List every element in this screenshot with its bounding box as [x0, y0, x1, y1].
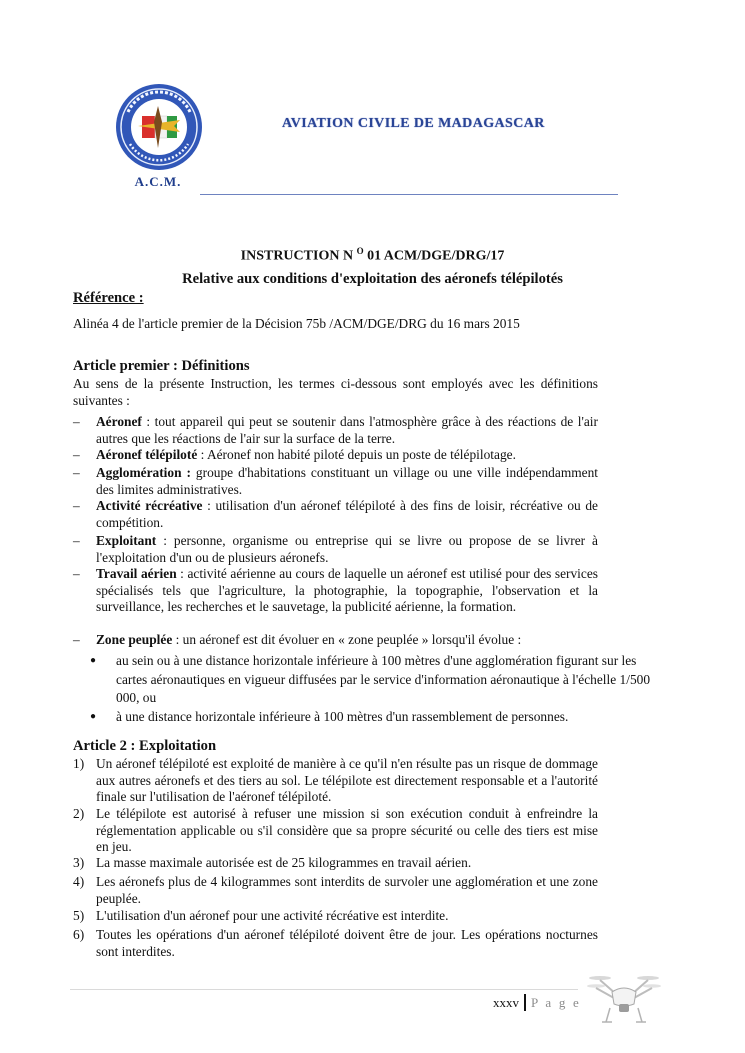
definition-text: : utilisation d'un aéronef télépiloté à des fins de loisir, récréative ou de compétition. — [96, 498, 598, 530]
organization-name: AVIATION CIVILE DE MADAGASCAR — [282, 116, 545, 131]
page-separator — [524, 994, 526, 1011]
instruction-subtitle: Relative aux conditions d'exploitation des aéronefs télépilotés — [182, 271, 563, 287]
bullet-dot-icon: ● — [90, 711, 97, 722]
bullet-dot-icon: ● — [90, 655, 97, 666]
footer-divider — [70, 989, 578, 990]
dash-marker: – — [73, 632, 80, 647]
definition-item — [73, 632, 598, 649]
rule-text: Un aéronef télépiloté est exploité de manière à ce qu'il n'en résulte pas un risque de dommage aux autres aéronefs et des tiers au sol. Le télépilote est directement responsable et a l'autorité finale sur l'utilisation de l'aéronef télépiloté. — [96, 756, 598, 804]
definition-text: : un aéronef est dit évoluer en « zone peuplée » lorsqu'il évolue : — [172, 632, 522, 647]
definition-item — [73, 414, 598, 447]
dash-marker: – — [73, 465, 80, 480]
reference-heading: Référence : — [73, 290, 144, 306]
definition-item — [73, 566, 598, 616]
rule-text: Toutes les opérations d'un aéronef télépiloté doivent être de jour. Les opérations nocturnes sont interdites. — [96, 927, 598, 959]
dash-marker: – — [73, 533, 80, 548]
rule-number: 2) — [73, 806, 85, 821]
rule-text: La masse maximale autorisée est de 25 kilogrammes en travail aérien. — [96, 855, 472, 870]
zone-bullet-item — [90, 652, 656, 708]
dash-marker: – — [73, 414, 80, 429]
definition-text: : tout appareil qui peut se soutenir dans l'atmosphère grâce à des réactions de l'air autres que les réactions de l'air sur la surface de la terre. — [96, 414, 598, 446]
rule-item — [73, 908, 598, 925]
logo-abbreviation: A.C.M. — [134, 174, 182, 189]
definition-term: Zone peuplée — [96, 632, 173, 647]
dash-marker: – — [73, 447, 80, 462]
article2-heading: Article 2 : Exploitation — [73, 738, 217, 754]
title-prefix: INSTRUCTION N — [240, 248, 357, 264]
definition-term: Agglomération : — [96, 465, 191, 480]
definition-term: Exploitant — [96, 533, 157, 548]
definition-item — [73, 465, 598, 498]
reference-text: Alinéa 4 de l'article premier de la Décision 75b /ACM/DGE/DRG du 16 mars 2015 — [73, 316, 520, 331]
definition-text: : activité aérienne au cours de laquelle un aéronef est utilisé pour des services spécialisés tels que l'agriculture, la photographie, la topographie, l'observation et la surveillance, les recherches et le sauvetage, la publicité aérienne, la formation. — [96, 566, 598, 614]
rule-item — [73, 927, 598, 960]
acm-seal-icon — [114, 82, 204, 172]
article1-intro: Au sens de la présente Instruction, les termes ci-dessous sont employés avec les définitions suivantes : — [73, 376, 598, 408]
drone-icon — [586, 970, 662, 1026]
rule-number: 5) — [73, 908, 85, 923]
rule-text: Les aéronefs plus de 4 kilogrammes sont interdits de survoler une agglomération et une zone peuplée. — [96, 874, 598, 906]
definition-text: groupe d'habitations constituant un village ou une ville indépendamment des limites administratives. — [96, 465, 599, 497]
rule-number: 4) — [73, 874, 85, 889]
rule-text: Le télépilote est autorisé à refuser une mission si son exécution conduit à enfreindre la réglementation applicable ou s'il considère que sa propre sécurité ou celle des tiers est mise en jeu. — [96, 806, 598, 854]
rule-number: 6) — [73, 927, 85, 942]
definition-term: Aéronef télépiloté — [96, 447, 198, 462]
page-number: xxxv — [493, 995, 519, 1010]
definition-term: Activité récréative — [96, 498, 203, 513]
title-superscript: O — [356, 246, 364, 256]
rule-number: 3) — [73, 855, 85, 870]
rule-item — [73, 756, 598, 806]
title-suffix: 01 ACM/DGE/DRG/17 — [363, 248, 505, 264]
definition-term: Travail aérien — [96, 566, 177, 581]
rule-item — [73, 855, 598, 872]
page-label: P a g e — [531, 995, 581, 1010]
dash-marker: – — [73, 566, 80, 581]
definition-item — [73, 447, 598, 464]
bullet-text: au sein ou à une distance horizontale inférieure à 100 mètres d'une agglomération figurant sur les cartes aéronautiques en vigueur diffusées par le service d'information aéronautique à l'échelle 1/500 000, ou — [116, 653, 651, 705]
definition-item — [73, 498, 598, 531]
definition-text: : Aéronef non habité piloté depuis un poste de télépilotage. — [197, 447, 516, 462]
bullet-text: à une distance horizontale inférieure à 100 mètres d'un rassemblement de personnes. — [116, 709, 569, 724]
rule-item — [73, 874, 598, 907]
definition-item — [73, 533, 598, 566]
dash-marker: – — [73, 498, 80, 513]
definition-text: : personne, organisme ou entreprise qui se livre ou propose de se livrer à l'exploitation d'un ou de plusieurs aéronefs. — [96, 533, 598, 565]
instruction-title — [0, 246, 745, 265]
acm-logo — [108, 82, 208, 194]
rule-item — [73, 806, 598, 856]
header-divider — [200, 194, 618, 195]
article1-heading: Article premier : Définitions — [73, 358, 250, 374]
rule-text: L'utilisation d'un aéronef pour une activité récréative est interdite. — [96, 908, 449, 923]
rule-number: 1) — [73, 756, 85, 771]
definition-term: Aéronef — [96, 414, 142, 429]
zone-bullet-item — [90, 708, 656, 727]
page-footer — [493, 994, 581, 1011]
